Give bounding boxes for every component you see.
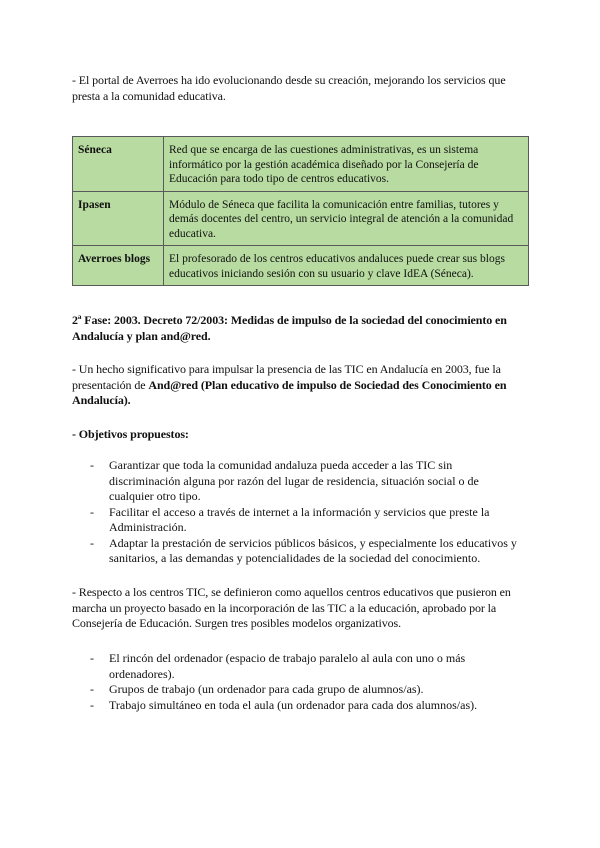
list-item	[90, 651, 520, 682]
list-item-text: El rincón del ordenador (espacio de trabajo paralelo al aula con uno o más ordenadores).	[109, 651, 466, 681]
list-item-text: Garantizar que toda la comunidad andaluza pueda acceder a las TIC sin discriminación alguna por razón del lugar de residencia, situación social o de cualquier otro tipo.	[109, 458, 479, 503]
list-item	[90, 458, 520, 505]
list-item	[90, 682, 520, 698]
list-item-text: Trabajo simultáneo en toda el aula (un ordenador para cada dos alumnos/as).	[109, 697, 478, 712]
list-item-text: Adaptar la prestación de servicios públicos básicos, y especialmente los educativos y sanitarios, a las demandas y potencialidades de la sociedad del conocimiento.	[109, 535, 517, 565]
dash-bullet: -	[90, 697, 94, 712]
dash-bullet: -	[90, 651, 94, 665]
objetivos-list	[90, 458, 520, 567]
dash-bullet: -	[90, 682, 94, 696]
modelos-list	[90, 651, 520, 713]
list-item-text: Facilitar el acceso a través de internet a la información y servicios que preste la Administración.	[109, 504, 490, 534]
table-text-cell: Red que se encarga de las cuestiones administrativas, es un sistema informático por la gestión académica diseñado por la Consejería de Educación para todo tipo de centros educativos.	[164, 137, 529, 192]
dash-bullet: -	[90, 535, 94, 550]
table-row	[73, 137, 529, 192]
dash-bullet: -	[90, 504, 94, 519]
list-item	[90, 505, 520, 536]
respecto-paragraph: - Respecto a los centros TIC, se definieron como aquellos centros educativos que pusieron en marcha un proyecto basado en la incorporación de las TIC a la educación, aprobado por la Consejería de Educación. Surgen tres posibles modelos organizativos.	[72, 585, 511, 630]
table-label-cell: Séneca	[73, 137, 164, 192]
hecho-paragraph	[72, 362, 528, 409]
table-row	[73, 191, 529, 246]
table-label-cell: Averroes blogs	[73, 246, 164, 286]
table-text-cell: El profesorado de los centros educativos andaluces puede crear sus blogs educativos iniciando sesión con su usuario y clave IdEA (Séneca).	[164, 246, 529, 286]
list-item-text: Grupos de trabajo (un ordenador para cada grupo de alumnos/as).	[109, 682, 424, 696]
dash-bullet: -	[90, 458, 94, 472]
hecho-text: - Un hecho significativo para impulsar la presencia de las TIC en Andalucía en 2003, fue la presentación de	[72, 362, 501, 392]
intro-paragraph: - El portal de Averroes ha ido evolucionando desde su creación, mejorando los servicios que presta a la comunidad educativa.	[72, 73, 506, 103]
list-item	[90, 698, 520, 714]
table-text-cell: Módulo de Séneca que facilita la comunicación entre familias, tutores y demás docentes del centro, un servicio integral de atención a la comunidad educativa.	[164, 191, 529, 246]
list-item	[90, 536, 520, 567]
objetivos-heading: - Objetivos propuestos:	[72, 427, 189, 441]
portal-services-table	[72, 136, 529, 286]
hecho-bold-text: And@red (Plan educativo de impulso de Sociedad des Conocimiento en Andalucía).	[72, 377, 507, 407]
table-row	[73, 246, 529, 286]
phase-heading: 2ª Fase: 2003. Decreto 72/2003: Medidas de impulso de la sociedad del conocimiento en Andalucía y plan and@red.	[72, 313, 507, 343]
table-label-cell: Ipasen	[73, 191, 164, 246]
